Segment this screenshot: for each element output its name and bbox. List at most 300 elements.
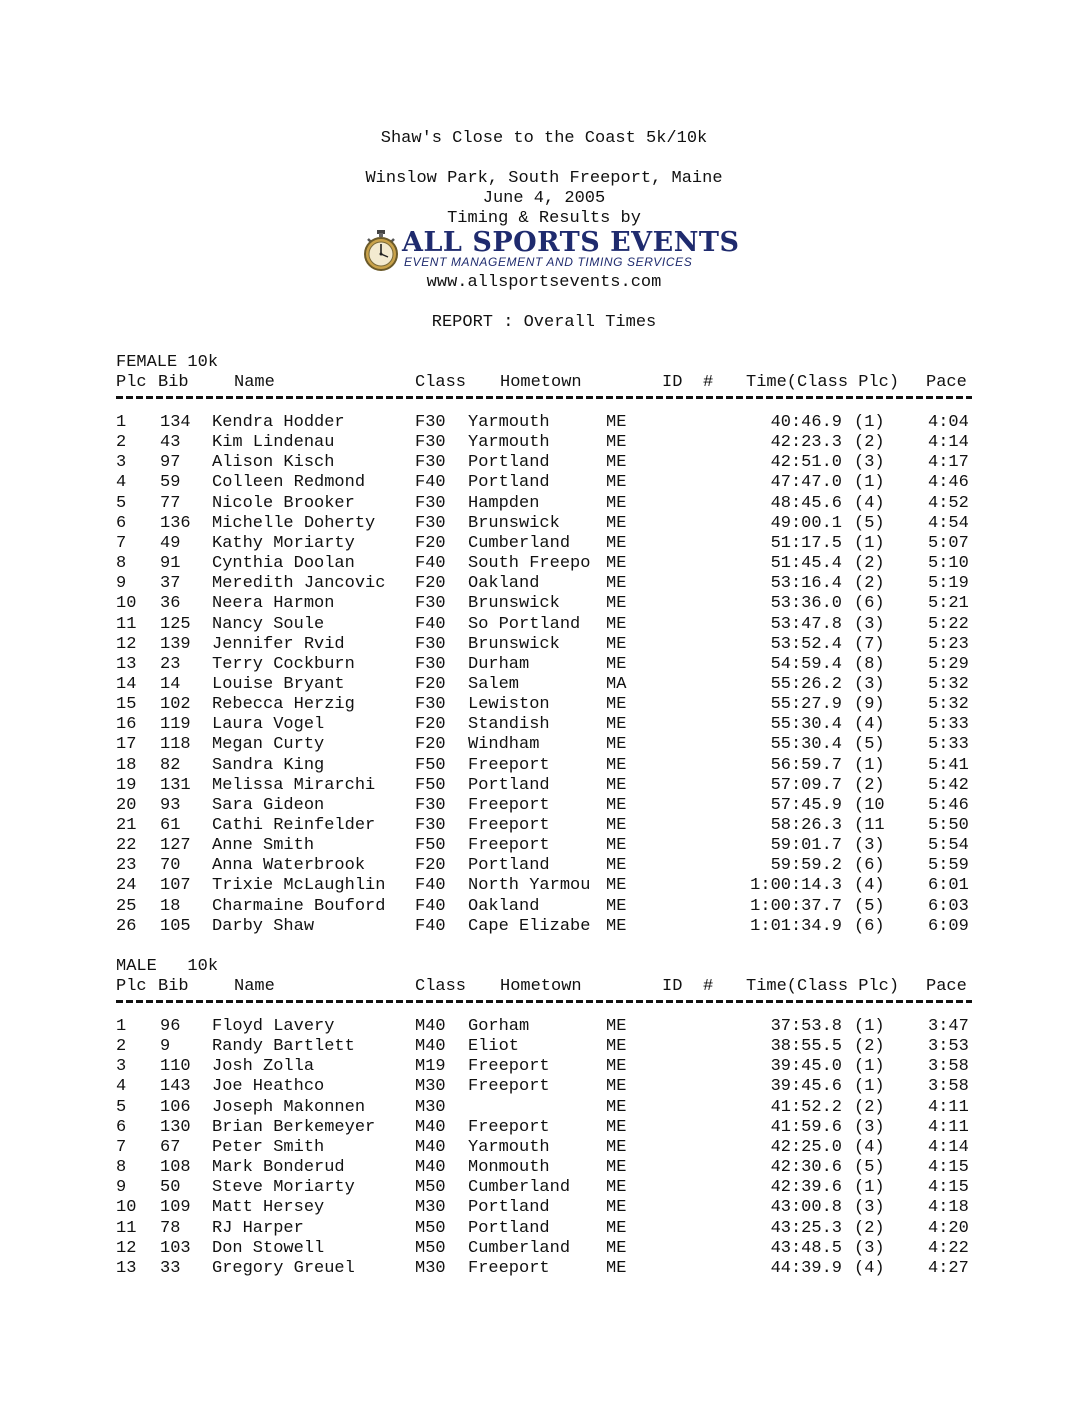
class-cell: F20 [415, 674, 446, 694]
state-cell: ME [606, 735, 627, 755]
place-cell: 8 [116, 554, 127, 574]
bib-cell: 139 [160, 634, 191, 654]
pace-cell: 3:47 [928, 1017, 969, 1036]
pace-cell: 4:11 [928, 1117, 969, 1137]
time-cell: 37:53.8 [770, 1017, 842, 1036]
hometown-cell: Portland [468, 473, 550, 493]
place-cell: 2 [116, 433, 127, 453]
pace-cell: 5:19 [928, 574, 969, 594]
runner-name: Melissa Mirarchi [212, 775, 376, 795]
state-cell: ME [606, 634, 627, 654]
runner-name: Darby Shaw [212, 916, 315, 936]
time-cell: 48:45.6 [770, 493, 842, 513]
runner-name: Megan Curty [212, 735, 325, 755]
bib-cell: 131 [160, 775, 191, 795]
hometown-cell: Portland [468, 856, 550, 876]
runner-name: Neera Harmon [212, 594, 335, 614]
place-cell: 1 [116, 413, 127, 432]
all-sports-events-logo [362, 227, 740, 271]
place-cell: 5 [116, 1097, 127, 1117]
class-place-cell: (6) [854, 594, 885, 614]
column-header-pace: Pace [926, 373, 967, 392]
place-cell: 13 [116, 654, 137, 674]
state-cell: MA [606, 674, 627, 694]
runner-name: Jennifer Rvid [212, 634, 345, 654]
class-place-cell: (1) [854, 473, 885, 493]
time-cell: 42:51.0 [770, 453, 842, 473]
place-cell: 11 [116, 1218, 137, 1238]
time-cell: 43:00.8 [770, 1198, 842, 1218]
runner-name: Kendra Hodder [212, 413, 345, 432]
column-header-time: Time(Class Plc) [746, 373, 900, 392]
class-cell: F30 [415, 654, 446, 674]
class-cell: F40 [415, 916, 446, 936]
runner-name: Nancy Soule [212, 614, 325, 634]
runner-name: Peter Smith [212, 1137, 325, 1157]
state-cell: ME [606, 836, 627, 856]
column-header-bib: Bib [158, 977, 189, 996]
class-place-cell: (4) [854, 1258, 885, 1278]
bib-cell: 103 [160, 1238, 191, 1258]
place-cell: 22 [116, 836, 137, 856]
bib-cell: 43 [160, 433, 181, 453]
time-cell: 55:27.9 [770, 695, 842, 715]
bib-cell: 130 [160, 1117, 191, 1137]
class-cell: M30 [415, 1097, 446, 1117]
class-place-cell: (1) [854, 1077, 885, 1097]
timing-credit: Timing & Results by [447, 209, 641, 228]
class-cell: F40 [415, 896, 446, 916]
column-header-id: ID [662, 373, 683, 392]
time-cell: 42:25.0 [770, 1137, 842, 1157]
state-cell: ME [606, 876, 627, 896]
hometown-cell: Freeport [468, 836, 550, 856]
place-cell: 10 [116, 594, 137, 614]
time-cell: 49:00.1 [770, 513, 842, 533]
time-cell: 55:30.4 [770, 715, 842, 735]
place-cell: 23 [116, 856, 137, 876]
class-cell: M30 [415, 1258, 446, 1278]
time-cell: 55:30.4 [770, 735, 842, 755]
hometown-cell: Cumberland [468, 1178, 571, 1198]
state-cell: ME [606, 795, 627, 815]
place-cell: 1 [116, 1017, 127, 1036]
pace-cell: 5:07 [928, 533, 969, 553]
bib-cell: 59 [160, 473, 181, 493]
time-cell: 1:01:34.9 [750, 916, 842, 936]
pace-cell: 5:41 [928, 755, 969, 775]
bib-cell: 119 [160, 715, 191, 735]
hometown-cell: Freeport [468, 755, 550, 775]
bib-cell: 102 [160, 695, 191, 715]
bib-cell: 106 [160, 1097, 191, 1117]
hometown-cell: Freeport [468, 1077, 550, 1097]
class-place-cell: (4) [854, 876, 885, 896]
header-rule [116, 1000, 972, 1003]
class-place-cell: (1) [854, 1017, 885, 1036]
time-cell: 53:52.4 [770, 634, 842, 654]
pace-cell: 3:53 [928, 1037, 969, 1057]
class-place-cell: (2) [854, 775, 885, 795]
place-cell: 20 [116, 795, 137, 815]
class-cell: F40 [415, 876, 446, 896]
bib-cell: 78 [160, 1218, 181, 1238]
place-cell: 4 [116, 1077, 127, 1097]
class-place-cell: (2) [854, 574, 885, 594]
report-title: REPORT : Overall Times [431, 313, 657, 332]
class-cell: F30 [415, 594, 446, 614]
hometown-cell: Portland [468, 775, 550, 795]
bib-cell: 50 [160, 1178, 181, 1198]
class-cell: M40 [415, 1117, 446, 1137]
class-cell: F30 [415, 413, 446, 432]
hometown-cell: North Yarmou [468, 876, 591, 896]
place-cell: 19 [116, 775, 137, 795]
time-cell: 43:25.3 [770, 1218, 842, 1238]
column-header-name: Name [234, 977, 275, 996]
pace-cell: 5:59 [928, 856, 969, 876]
runner-name: Brian Berkemeyer [212, 1117, 376, 1137]
pace-cell: 5:10 [928, 554, 969, 574]
place-cell: 18 [116, 755, 137, 775]
time-cell: 53:47.8 [770, 614, 842, 634]
state-cell: ME [606, 1238, 627, 1258]
state-cell: ME [606, 1158, 627, 1178]
time-cell: 38:55.5 [770, 1037, 842, 1057]
bib-cell: 96 [160, 1017, 181, 1036]
runner-name: Trixie McLaughlin [212, 876, 386, 896]
runner-name: Joe Heathco [212, 1077, 325, 1097]
class-cell: M50 [415, 1218, 446, 1238]
pace-cell: 5:29 [928, 654, 969, 674]
bib-cell: 36 [160, 594, 181, 614]
class-place-cell: (8) [854, 654, 885, 674]
runner-name: RJ Harper [212, 1218, 304, 1238]
time-cell: 53:16.4 [770, 574, 842, 594]
hometown-cell: Freeport [468, 1057, 550, 1077]
class-place-cell: (4) [854, 1137, 885, 1157]
class-place-cell: (1) [854, 533, 885, 553]
place-cell: 3 [116, 1057, 127, 1077]
bib-cell: 93 [160, 795, 181, 815]
logo-tagline: EVENT MANAGEMENT AND TIMING SERVICES [404, 255, 693, 269]
section-label: MALE 10k [116, 957, 219, 976]
class-cell: M40 [415, 1037, 446, 1057]
pace-cell: 4:54 [928, 513, 969, 533]
time-cell: 58:26.3 [770, 816, 842, 835]
state-cell: ME [606, 1017, 627, 1036]
class-cell: F30 [415, 795, 446, 815]
time-cell: 56:59.7 [770, 755, 842, 775]
class-cell: F30 [415, 453, 446, 473]
time-cell: 59:01.7 [770, 836, 842, 856]
bib-cell: 61 [160, 816, 181, 835]
class-cell: F30 [415, 433, 446, 453]
pace-cell: 5:23 [928, 634, 969, 654]
class-cell: F20 [415, 856, 446, 876]
class-cell: F20 [415, 574, 446, 594]
time-cell: 55:26.2 [770, 674, 842, 694]
class-place-cell: (1) [854, 413, 885, 432]
class-place-cell: (2) [854, 1097, 885, 1117]
class-cell: F40 [415, 473, 446, 493]
state-cell: ME [606, 614, 627, 634]
runner-name: Sandra King [212, 755, 325, 775]
runner-name: Terry Cockburn [212, 654, 355, 674]
place-cell: 13 [116, 1258, 137, 1278]
pace-cell: 4:27 [928, 1258, 969, 1278]
state-cell: ME [606, 1218, 627, 1238]
class-place-cell: (3) [854, 674, 885, 694]
place-cell: 3 [116, 453, 127, 473]
hometown-cell: Cumberland [468, 1238, 571, 1258]
hometown-cell: Lewiston [468, 695, 550, 715]
runner-name: Floyd Lavery [212, 1017, 335, 1036]
pace-cell: 5:33 [928, 735, 969, 755]
hometown-cell: Brunswick [468, 634, 560, 654]
class-place-cell: (3) [854, 1117, 885, 1137]
header-rule [116, 396, 972, 399]
state-cell: ME [606, 775, 627, 795]
class-cell: M30 [415, 1077, 446, 1097]
bib-cell: 91 [160, 554, 181, 574]
runner-name: Mark Bonderud [212, 1158, 345, 1178]
runner-name: Kathy Moriarty [212, 533, 355, 553]
class-place-cell: (5) [854, 513, 885, 533]
place-cell: 25 [116, 896, 137, 916]
bib-cell: 136 [160, 513, 191, 533]
column-header-hash: # [703, 977, 714, 996]
pace-cell: 3:58 [928, 1077, 969, 1097]
column-header-hometown: Hometown [500, 977, 582, 996]
time-cell: 54:59.4 [770, 654, 842, 674]
state-cell: ME [606, 1057, 627, 1077]
runner-name: Colleen Redmond [212, 473, 366, 493]
place-cell: 11 [116, 614, 137, 634]
runner-name: Laura Vogel [212, 715, 325, 735]
runner-name: Nicole Brooker [212, 493, 355, 513]
place-cell: 2 [116, 1037, 127, 1057]
bib-cell: 70 [160, 856, 181, 876]
pace-cell: 5:32 [928, 674, 969, 694]
class-place-cell: (2) [854, 433, 885, 453]
time-cell: 41:59.6 [770, 1117, 842, 1137]
place-cell: 26 [116, 916, 137, 936]
class-cell: F20 [415, 735, 446, 755]
column-header-plc: Plc [116, 977, 147, 996]
column-header-hometown: Hometown [500, 373, 582, 392]
runner-name: Anne Smith [212, 836, 315, 856]
time-cell: 39:45.0 [770, 1057, 842, 1077]
hometown-cell: Brunswick [468, 513, 560, 533]
state-cell: ME [606, 574, 627, 594]
hometown-cell: Freeport [468, 1117, 550, 1137]
pace-cell: 4:15 [928, 1158, 969, 1178]
hometown-cell: Gorham [468, 1017, 530, 1036]
hometown-cell: Yarmouth [468, 1137, 550, 1157]
bib-cell: 134 [160, 413, 191, 432]
time-cell: 40:46.9 [770, 413, 842, 432]
class-cell: F30 [415, 493, 446, 513]
place-cell: 7 [116, 533, 127, 553]
class-cell: M30 [415, 1198, 446, 1218]
class-place-cell: (5) [854, 896, 885, 916]
class-cell: M19 [415, 1057, 446, 1077]
hometown-cell: Freeport [468, 795, 550, 815]
pace-cell: 4:14 [928, 1137, 969, 1157]
hometown-cell: Oakland [468, 574, 540, 594]
bib-cell: 23 [160, 654, 181, 674]
race-date: June 4, 2005 [482, 189, 606, 208]
runner-name: Kim Lindenau [212, 433, 335, 453]
hometown-cell: Freeport [468, 816, 550, 835]
state-cell: ME [606, 896, 627, 916]
runner-name: Randy Bartlett [212, 1037, 355, 1057]
place-cell: 6 [116, 1117, 127, 1137]
time-cell: 1:00:37.7 [750, 896, 842, 916]
bib-cell: 118 [160, 735, 191, 755]
bib-cell: 9 [160, 1037, 171, 1057]
hometown-cell: Portland [468, 1218, 550, 1238]
column-header-name: Name [234, 373, 275, 392]
class-cell: M40 [415, 1017, 446, 1036]
state-cell: ME [606, 433, 627, 453]
pace-cell: 4:14 [928, 433, 969, 453]
state-cell: ME [606, 1258, 627, 1278]
class-cell: F20 [415, 533, 446, 553]
bib-cell: 105 [160, 916, 191, 936]
column-header-class: Class [415, 977, 467, 996]
pace-cell: 4:20 [928, 1218, 969, 1238]
hometown-cell: So Portland [468, 614, 581, 634]
pace-cell: 4:18 [928, 1198, 969, 1218]
bib-cell: 37 [160, 574, 181, 594]
hometown-cell: Standish [468, 715, 550, 735]
section-label: FEMALE 10k [116, 353, 219, 372]
bib-cell: 109 [160, 1198, 191, 1218]
class-cell: F50 [415, 836, 446, 856]
bib-cell: 97 [160, 453, 181, 473]
bib-cell: 33 [160, 1258, 181, 1278]
class-place-cell: (11 [854, 816, 885, 835]
state-cell: ME [606, 1178, 627, 1198]
state-cell: ME [606, 594, 627, 614]
class-cell: F50 [415, 775, 446, 795]
hometown-cell: Durham [468, 654, 530, 674]
state-cell: ME [606, 856, 627, 876]
state-cell: ME [606, 755, 627, 775]
runner-name: Matt Hersey [212, 1198, 325, 1218]
pace-cell: 4:15 [928, 1178, 969, 1198]
state-cell: ME [606, 1097, 627, 1117]
column-header-hash: # [703, 373, 714, 392]
state-cell: ME [606, 554, 627, 574]
runner-name: Charmaine Bouford [212, 896, 386, 916]
place-cell: 14 [116, 674, 137, 694]
bib-cell: 127 [160, 836, 191, 856]
pace-cell: 5:21 [928, 594, 969, 614]
class-place-cell: (4) [854, 493, 885, 513]
runner-name: Gregory Greuel [212, 1258, 355, 1278]
class-place-cell: (2) [854, 554, 885, 574]
pace-cell: 5:54 [928, 836, 969, 856]
time-cell: 43:48.5 [770, 1238, 842, 1258]
logo-wordmark: ALL SPORTS EVENTS [402, 227, 740, 258]
hometown-cell: Cape Elizabe [468, 916, 591, 936]
bib-cell: 49 [160, 533, 181, 553]
place-cell: 24 [116, 876, 137, 896]
column-header-id: ID [662, 977, 683, 996]
class-cell: M50 [415, 1178, 446, 1198]
state-cell: ME [606, 533, 627, 553]
class-cell: F20 [415, 715, 446, 735]
class-place-cell: (9) [854, 695, 885, 715]
time-cell: 1:00:14.3 [750, 876, 842, 896]
class-cell: F30 [415, 634, 446, 654]
time-cell: 59:59.2 [770, 856, 842, 876]
class-cell: F30 [415, 695, 446, 715]
bib-cell: 82 [160, 755, 181, 775]
state-cell: ME [606, 695, 627, 715]
class-place-cell: (2) [854, 1037, 885, 1057]
class-place-cell: (3) [854, 614, 885, 634]
bib-cell: 143 [160, 1077, 191, 1097]
hometown-cell: Brunswick [468, 594, 560, 614]
time-cell: 51:17.5 [770, 533, 842, 553]
place-cell: 6 [116, 513, 127, 533]
place-cell: 9 [116, 574, 127, 594]
pace-cell: 4:11 [928, 1097, 969, 1117]
pace-cell: 6:03 [928, 896, 969, 916]
class-place-cell: (2) [854, 1218, 885, 1238]
state-cell: ME [606, 453, 627, 473]
state-cell: ME [606, 473, 627, 493]
hometown-cell: Hampden [468, 493, 540, 513]
place-cell: 12 [116, 1238, 137, 1258]
runner-name: Rebecca Herzig [212, 695, 355, 715]
pace-cell: 3:58 [928, 1057, 969, 1077]
state-cell: ME [606, 1137, 627, 1157]
column-header-pace: Pace [926, 977, 967, 996]
class-cell: F40 [415, 614, 446, 634]
website-link[interactable]: www.allsportsevents.com [426, 273, 662, 292]
time-cell: 42:30.6 [770, 1158, 842, 1178]
runner-name: Sara Gideon [212, 795, 325, 815]
class-place-cell: (7) [854, 634, 885, 654]
pace-cell: 5:50 [928, 816, 969, 835]
place-cell: 9 [116, 1178, 127, 1198]
bib-cell: 67 [160, 1137, 181, 1157]
place-cell: 7 [116, 1137, 127, 1157]
bib-cell: 77 [160, 493, 181, 513]
state-cell: ME [606, 816, 627, 835]
place-cell: 5 [116, 493, 127, 513]
runner-name: Louise Bryant [212, 674, 345, 694]
time-cell: 51:45.4 [770, 554, 842, 574]
class-place-cell: (1) [854, 1178, 885, 1198]
state-cell: ME [606, 916, 627, 936]
time-cell: 44:39.9 [770, 1258, 842, 1278]
hometown-cell: Portland [468, 1198, 550, 1218]
bib-cell: 107 [160, 876, 191, 896]
column-header-bib: Bib [158, 373, 189, 392]
class-cell: F40 [415, 554, 446, 574]
hometown-cell: Salem [468, 674, 520, 694]
column-header-class: Class [415, 373, 467, 392]
hometown-cell: Freeport [468, 1258, 550, 1278]
runner-name: Michelle Doherty [212, 513, 376, 533]
stopwatch-icon [362, 229, 400, 271]
